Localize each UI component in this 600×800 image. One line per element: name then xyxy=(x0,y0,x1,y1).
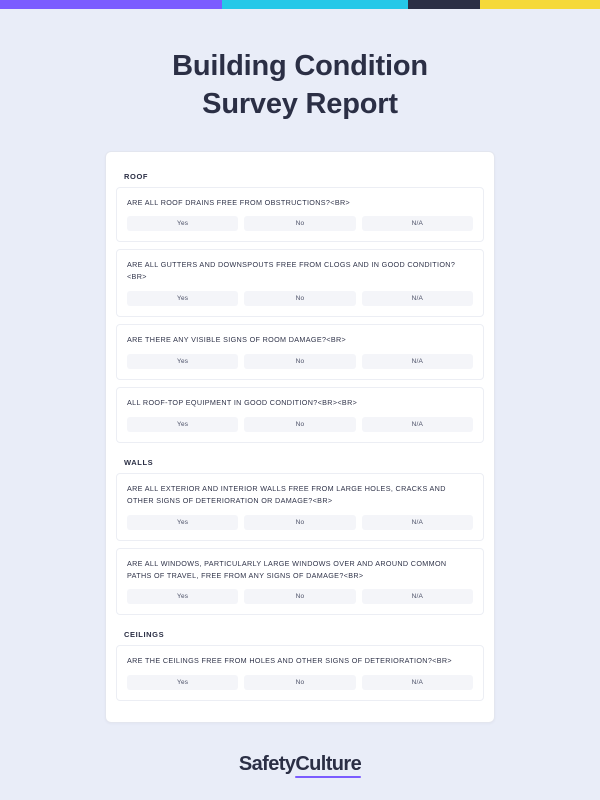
answer-option-na[interactable]: N/A xyxy=(362,417,473,432)
page-title-line1: Building Condition xyxy=(172,50,428,82)
answer-options xyxy=(127,675,473,690)
logo-underline xyxy=(295,776,361,779)
answer-options xyxy=(127,354,473,369)
logo-text-culture: Culture xyxy=(295,753,362,775)
answer-option-no[interactable]: No xyxy=(244,515,355,530)
question-text: ARE ALL EXTERIOR AND INTERIOR WALLS FREE FROM LARGE HOLES, CRACKS AND OTHER SIGNS OF DETERIORATION OR DAMAGE?<BR> xyxy=(127,483,446,505)
answer-options xyxy=(127,291,473,306)
answer-option-na[interactable]: N/A xyxy=(362,675,473,690)
answer-options xyxy=(127,589,473,604)
answer-option-yes[interactable]: Yes xyxy=(127,589,238,604)
top-bar-segment-2 xyxy=(408,0,480,9)
answer-option-yes[interactable]: Yes xyxy=(127,354,238,369)
safetyculture-logo xyxy=(239,753,361,776)
answer-options xyxy=(127,515,473,530)
logo-text-culture-wrap xyxy=(295,753,361,776)
question-block xyxy=(116,249,484,317)
footer xyxy=(0,753,600,776)
answer-option-no[interactable]: No xyxy=(244,589,355,604)
question-text: ARE ALL ROOF DRAINS FREE FROM OBSTRUCTIONS?<BR> xyxy=(127,197,351,207)
question-block xyxy=(116,187,484,243)
section-title-walls: WALLS xyxy=(124,457,154,467)
question-text: ALL ROOF-TOP EQUIPMENT IN GOOD CONDITION?<BR><BR> xyxy=(127,398,358,408)
page-title xyxy=(0,47,600,124)
question-block xyxy=(116,548,484,616)
page-title-line2: Survey Report xyxy=(202,88,398,121)
top-color-bar xyxy=(0,0,600,9)
answer-option-na[interactable]: N/A xyxy=(362,515,473,530)
question-block xyxy=(116,387,484,443)
survey-card xyxy=(105,151,495,724)
answer-option-yes[interactable]: Yes xyxy=(127,675,238,690)
question-block xyxy=(116,473,484,541)
question-text: ARE ALL GUTTERS AND DOWNSPOUTS FREE FROM CLOGS AND IN GOOD CONDITION?<BR> xyxy=(127,260,456,282)
answer-option-yes[interactable]: Yes xyxy=(127,216,238,231)
answer-option-yes[interactable]: Yes xyxy=(127,291,238,306)
answer-options xyxy=(127,216,473,231)
logo-text-safety: Safety xyxy=(238,753,296,775)
question-text: ARE THERE ANY VISIBLE SIGNS OF ROOM DAMAGE?<BR> xyxy=(127,335,347,345)
section-title-ceilings: CEILINGS xyxy=(124,630,165,640)
question-block xyxy=(116,324,484,380)
answer-option-na[interactable]: N/A xyxy=(362,216,473,231)
question-block xyxy=(116,645,484,701)
section-title-roof: ROOF xyxy=(124,171,149,181)
question-text: ARE ALL WINDOWS, PARTICULARLY LARGE WINDOWS OVER AND AROUND COMMON PATHS OF TRAVEL, FREE FROM ANY SIGNS OF DAMAGE?<BR> xyxy=(127,558,447,580)
answer-option-yes[interactable]: Yes xyxy=(127,417,238,432)
top-bar-segment-0 xyxy=(0,0,222,9)
answer-option-yes[interactable]: Yes xyxy=(127,515,238,530)
answer-options xyxy=(127,417,473,432)
top-bar-segment-1 xyxy=(222,0,408,9)
answer-option-no[interactable]: No xyxy=(244,417,355,432)
answer-option-na[interactable]: N/A xyxy=(362,354,473,369)
answer-option-no[interactable]: No xyxy=(244,354,355,369)
answer-option-na[interactable]: N/A xyxy=(362,291,473,306)
top-bar-segment-3 xyxy=(480,0,600,9)
answer-option-no[interactable]: No xyxy=(244,291,355,306)
question-text: ARE THE CEILINGS FREE FROM HOLES AND OTHER SIGNS OF DETERIORATION?<BR> xyxy=(127,656,452,666)
answer-option-na[interactable]: N/A xyxy=(362,589,473,604)
answer-option-no[interactable]: No xyxy=(244,675,355,690)
answer-option-no[interactable]: No xyxy=(244,216,355,231)
